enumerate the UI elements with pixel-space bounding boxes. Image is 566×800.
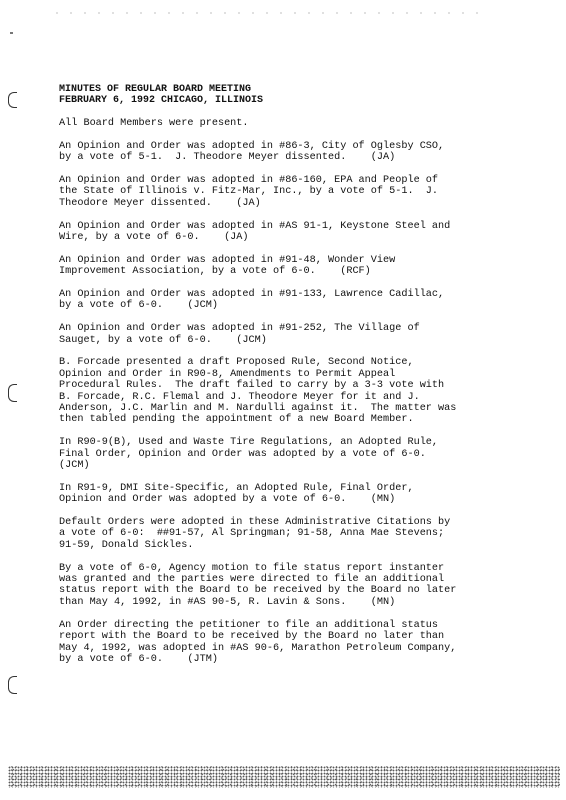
minutes-paragraph: An Order directing the petitioner to file an additional status report with the Board to be received by the Board no later than May 4, 1992, was adopted in #AS 90-6, Marathon Petroleum Company, by a vote of 6-0. (JTM) [59,619,457,665]
scan-specks [50,10,490,16]
minutes-paragraph: An Opinion and Order was adopted in #91-133, Lawrence Cadillac, by a vote of 6-0. (JCM) [59,289,445,312]
minutes-header [59,84,263,106]
minutes-paragraph: An Opinion and Order was adopted in #86-160, EPA and People of the State of Illinois v. Fitz-Mar, Inc., by a vote of 5-1. J. Theodore Meyer dissented. (JA) [59,175,439,209]
minutes-title: MINUTES OF REGULAR BOARD MEETING [59,84,252,95]
minutes-paragraph: An Opinion and Order was adopted in #86-3, City of Oglesby CSO, by a vote of 5-1. J. Theodore Meyer dissented. (JA) [59,140,445,164]
minutes-paragraph: An Opinion and Order was adopted in #91-48, Wonder View Improvement Association, by a vote of 6-0. (RCF) [59,254,396,278]
minutes-body [59,118,504,677]
scan-speck [10,32,13,34]
margin-bracket-mark [8,384,17,402]
minutes-paragraph: In R91-9, DMI Site-Specific, an Adopted Rule, Final Order, Opinion and Order was adopted by a vote of 6-0. (MN) [59,482,414,506]
scan-noise-band [8,766,560,788]
meeting-date-location: FEBRUARY 6, 1992 CHICAGO, ILLINOIS [59,95,264,106]
minutes-paragraph: In R90-9(B), Used and Waste Tire Regulations, an Adopted Rule, Final Order, Opinion and Order was adopted by a vote of 6-0. (JCM) [59,437,439,472]
attendance-paragraph: All Board Members were present. [59,118,249,129]
minutes-paragraph: Default Orders were adopted in these Administrative Citations by a vote of 6-0: ##91-57, Al Springman; 91-58, Anna Mae Stevens; 91-59, Donald Sickles. [59,517,451,551]
minutes-paragraph: By a vote of 6-0, Agency motion to file status report instanter was granted and the parties were directed to file an additional status report with the Board to be received by the Board no later than May 4, 1992, in #AS 90-5, R. Lavin & Sons. (MN) [59,562,457,608]
minutes-paragraph: B. Forcade presented a draft Proposed Rule, Second Notice, Opinion and Order in R90-8, Amendments to Permit Appeal Procedural Rules. The draft failed to carry by a 3-3 vote with B. Forcade, R.C. Flemal and J. Theodore Meyer for it and J. Anderson, J.C. Marlin and M. Nardulli against it. The matter was then tabled pending the appointment of a new Board Member. [59,357,457,426]
minutes-paragraph: An Opinion and Order was adopted in #AS 91-1, Keystone Steel and Wire, by a vote of 6-0. (JA) [59,220,451,244]
minutes-paragraph: An Opinion and Order was adopted in #91-252, The Village of Sauget, by a vote of 6-0. (JCM) [59,323,420,346]
margin-bracket-mark [8,676,17,694]
margin-bracket-mark [8,92,17,108]
